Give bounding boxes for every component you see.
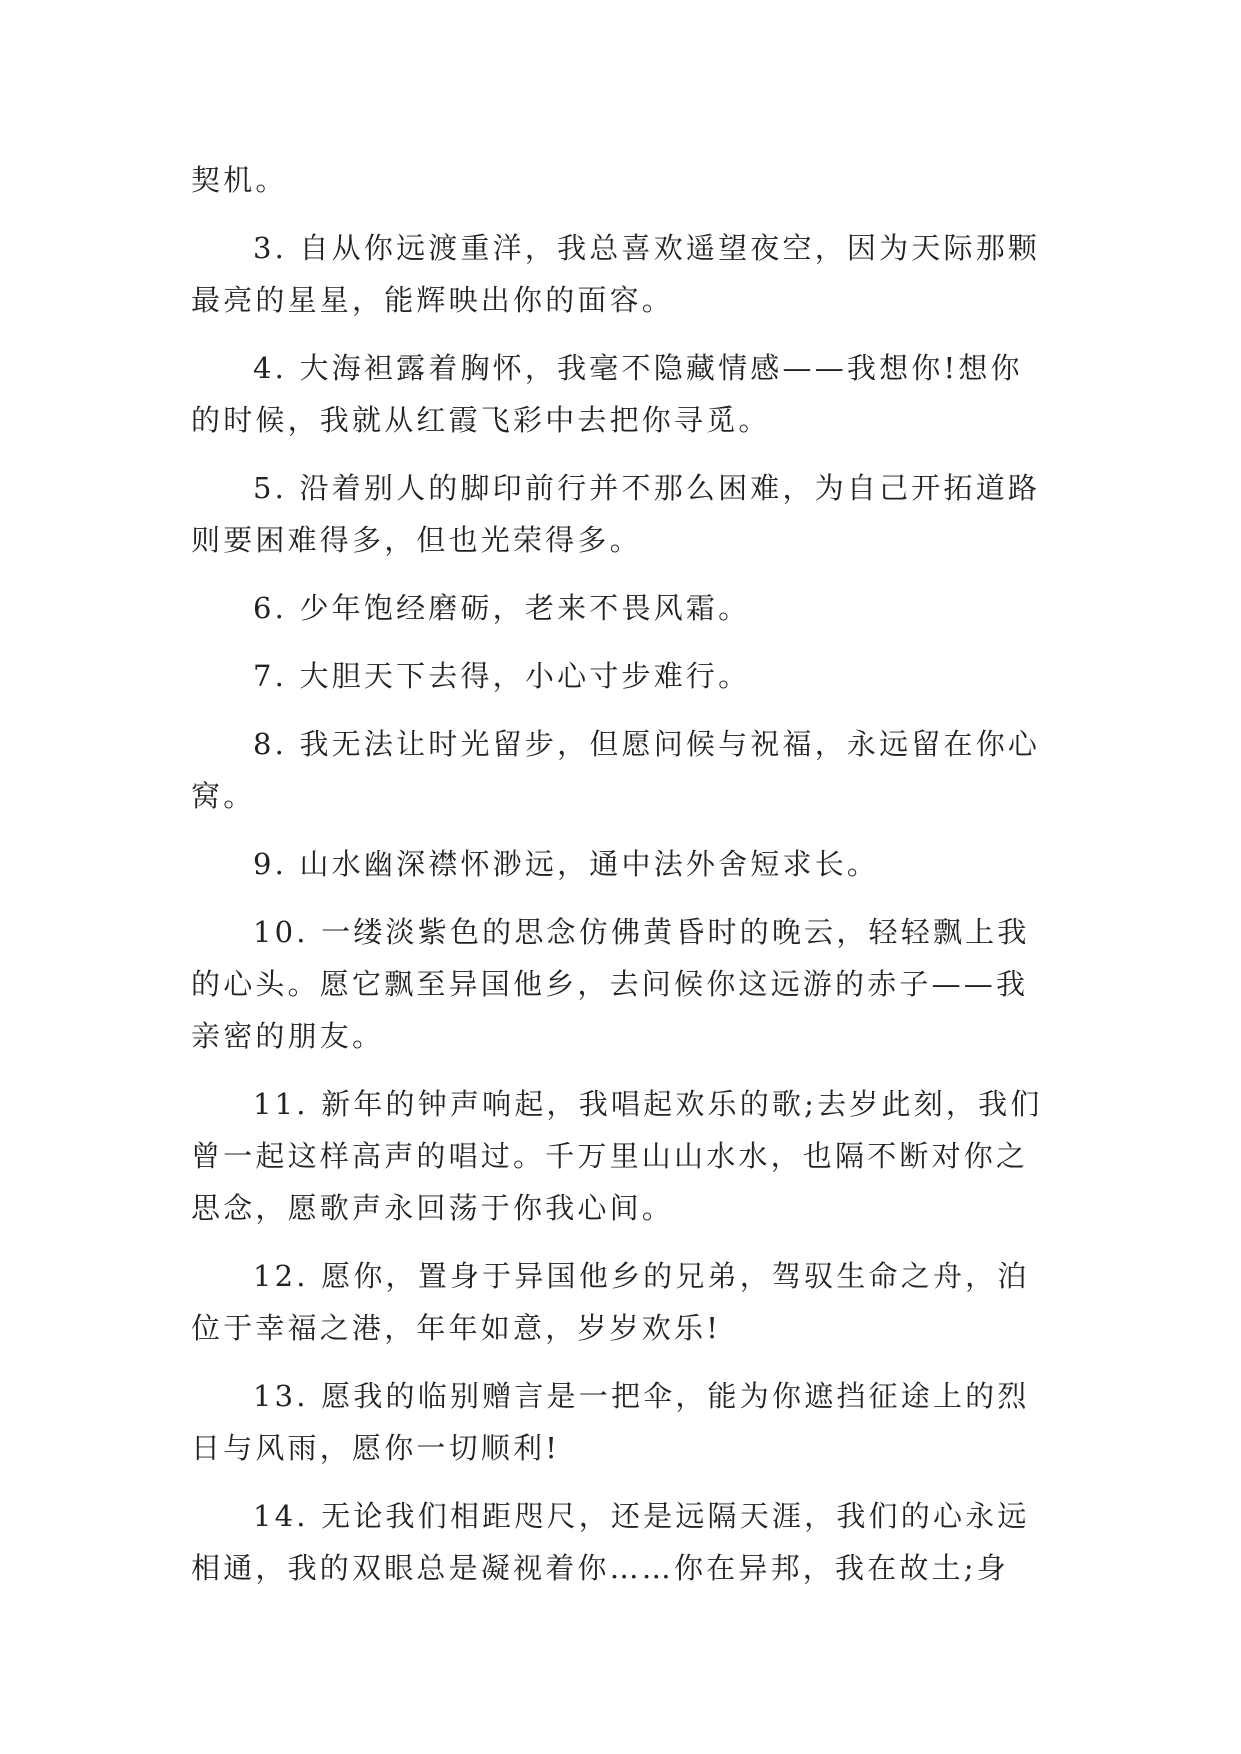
paragraph-10-line-1: 10. 一缕淡紫色的思念仿佛黄昏时的晚云，轻轻飘上我 xyxy=(253,915,1030,949)
document-body xyxy=(191,154,1051,1594)
paragraph-7-line-1: 7. 大胆天下去得，小心寸步难行。 xyxy=(253,659,751,693)
paragraph-6-line-1: 6. 少年饱经磨砺，老来不畏风霜。 xyxy=(253,591,751,625)
paragraph-5-line-2: 则要困难得多，但也光荣得多。 xyxy=(191,523,642,557)
paragraph-3-line-1: 3. 自从你远渡重洋，我总喜欢遥望夜空，因为天际那颗 xyxy=(253,231,1041,265)
paragraph-3-line-2: 最亮的星星，能辉映出你的面容。 xyxy=(191,283,675,317)
paragraph-12-line-2: 位于幸福之港，年年如意，岁岁欢乐! xyxy=(191,1311,722,1345)
paragraph-8-line-2: 窝。 xyxy=(191,779,256,813)
paragraph-10-line-3: 亲密的朋友。 xyxy=(191,1019,385,1053)
paragraph-8-line-1: 8. 我无法让时光留步，但愿问候与祝福，永远留在你心 xyxy=(253,727,1041,761)
paragraph-4-line-1: 4. 大海袒露着胸怀，我毫不隐藏情感——我想你!想你 xyxy=(253,351,1023,385)
paragraph-14-line-2: 相通，我的双眼总是凝视着你……你在异邦，我在故土;身 xyxy=(191,1551,1009,1585)
paragraph-11-line-2: 曾一起这样高声的唱过。千万里山山水水，也隔不断对你之 xyxy=(191,1139,1029,1173)
paragraph-12-line-1: 12. 愿你，置身于异国他乡的兄弟，驾驭生命之舟，泊 xyxy=(253,1259,1030,1293)
paragraph-5-line-1: 5. 沿着别人的脚印前行并不那么困难，为自己开拓道路 xyxy=(253,471,1041,505)
paragraph-13-line-2: 日与风雨，愿你一切顺利! xyxy=(191,1431,561,1465)
paragraph-14-line-1: 14. 无论我们相距咫尺，还是远隔天涯，我们的心永远 xyxy=(253,1499,1030,1533)
paragraph-10-line-2: 的心头。愿它飘至异国他乡，去问候你这远游的赤子——我 xyxy=(191,967,1029,1001)
text-line: 契机。 xyxy=(191,163,288,197)
paragraph-9-line-1: 9. 山水幽深襟怀渺远，通中法外舍短求长。 xyxy=(253,847,880,881)
paragraph-11-line-3: 思念，愿歌声永回荡于你我心间。 xyxy=(191,1191,675,1225)
paragraph-13-line-1: 13. 愿我的临别赠言是一把伞，能为你遮挡征途上的烈 xyxy=(253,1379,1030,1413)
paragraph-11-line-1: 11. 新年的钟声响起，我唱起欢乐的歌;去岁此刻，我们 xyxy=(253,1087,1043,1121)
paragraph-4-line-2: 的时候，我就从红霞飞彩中去把你寻觅。 xyxy=(191,403,771,437)
